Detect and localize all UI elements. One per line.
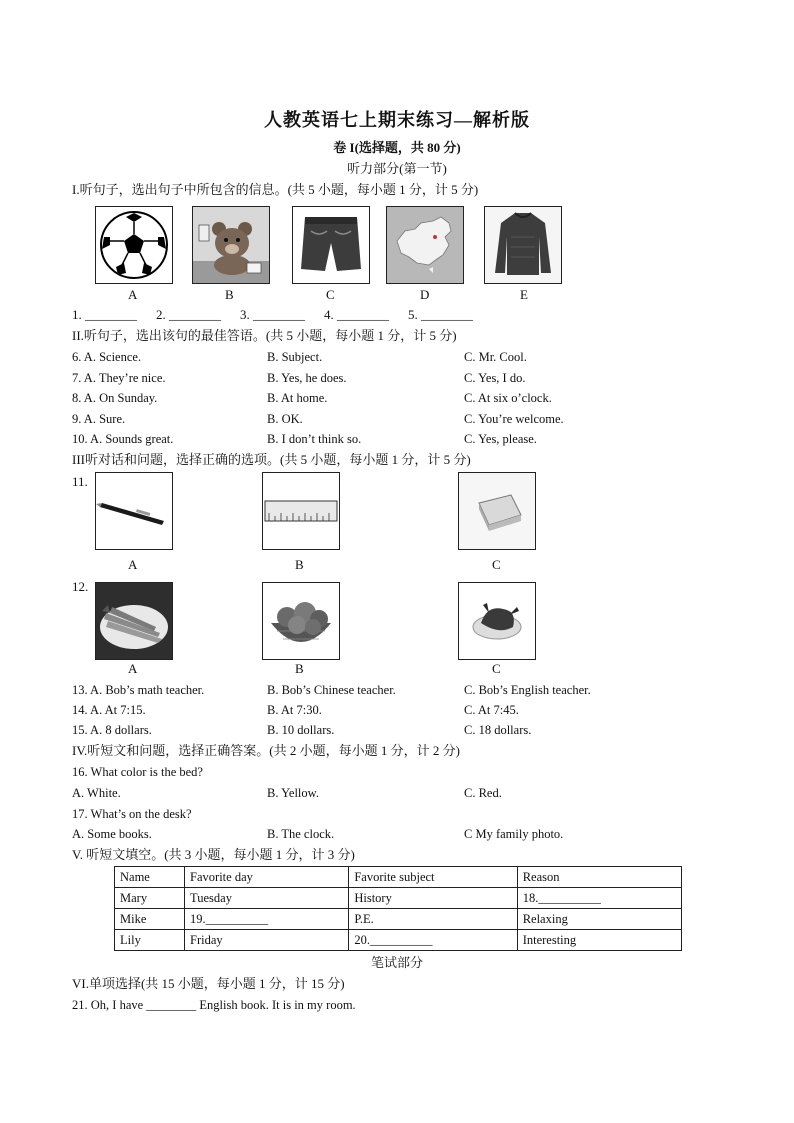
q12-label-a: A: [128, 661, 138, 676]
written-heading: 笔试部分: [370, 955, 423, 970]
q17-option-a: A. Some books.: [72, 827, 152, 841]
q12-number: 12.: [72, 579, 89, 594]
q6-option-b: B. Subject.: [267, 350, 323, 364]
q9-option-a: 9. A. Sure.: [72, 412, 126, 426]
table-cell: Mary: [115, 888, 185, 909]
answer-blank-2[interactable]: 2. ________: [156, 307, 221, 322]
china-map-image: [386, 206, 464, 284]
table-row: [115, 909, 682, 930]
q11-number: 11.: [72, 474, 88, 489]
q8-option-a: 8. A. On Sunday.: [72, 391, 158, 405]
header-favorite-subject: Favorite subject: [349, 867, 517, 888]
q17-option-b: B. The clock.: [267, 827, 335, 841]
q13-option-c: C. Bob’s English teacher.: [464, 683, 591, 697]
section-6-heading: VI.单项选择(共 15 小题，每小题 1 分，计 15 分): [72, 976, 345, 991]
table-row: [115, 888, 682, 909]
q7-option-b: B. Yes, he does.: [267, 371, 347, 385]
favorite-table: [114, 866, 682, 951]
listening-heading: 听力部分(第一节): [347, 161, 447, 176]
header-favorite-day: Favorite day: [185, 867, 349, 888]
q14-option-c: C. At 7:45.: [464, 703, 519, 717]
q14-option-a: 14. A. At 7:15.: [72, 703, 146, 717]
table-row: [115, 930, 682, 951]
q14-option-b: B. At 7:30.: [267, 703, 322, 717]
q16-option-b: B. Yellow.: [267, 786, 319, 800]
q17-question: 17. What’s on the desk?: [72, 807, 192, 821]
teddy-bear-image: [192, 206, 270, 284]
q7-option-c: C. Yes, I do.: [464, 371, 526, 385]
chicken-dish-image: [458, 582, 536, 660]
q21-question: 21. Oh, I have ________ English book. It is in my room.: [72, 998, 356, 1012]
q7-option-a: 7. A. They’re nice.: [72, 371, 166, 385]
ruler-image: [262, 472, 340, 550]
pic-label-b: B: [225, 287, 234, 302]
answer-blank-5[interactable]: 5. ________: [408, 307, 473, 322]
q15-option-b: B. 10 dollars.: [267, 723, 335, 737]
table-header-row: [115, 867, 682, 888]
section-5-heading: V. 听短文填空。(共 3 小题，每小题 1 分，计 3 分): [72, 847, 355, 862]
table-cell: P.E.: [349, 909, 517, 930]
q16-option-c: C. Red.: [464, 786, 502, 800]
q16-option-a: A. White.: [72, 786, 121, 800]
table-cell: Lily: [115, 930, 185, 951]
shorts-image: [292, 206, 370, 284]
carrots-image: [95, 582, 173, 660]
answer-blank-1[interactable]: 1. ________: [72, 307, 137, 322]
section-2-heading: II.听句子，选出该句的最佳答语。(共 5 小题，每小题 1 分，计 5 分): [72, 328, 457, 343]
q16-question: 16. What color is the bed?: [72, 765, 203, 779]
section-1-heading: I.听句子，选出句子中所包含的信息。(共 5 小题，每小题 1 分，计 5 分): [72, 182, 479, 197]
section-3-heading: III听对话和问题，选择正确的选项。(共 5 小题，每小题 1 分，计 5 分): [72, 452, 471, 467]
q12-label-c: C: [492, 661, 501, 676]
q17-option-c: C My family photo.: [464, 827, 564, 841]
q8-option-c: C. At six o’clock.: [464, 391, 552, 405]
blank-19[interactable]: 19.__________: [185, 909, 349, 930]
q6-option-c: C. Mr. Cool.: [464, 350, 527, 364]
pic-label-d: D: [420, 287, 430, 302]
header-reason: Reason: [517, 867, 681, 888]
header-name: Name: [115, 867, 185, 888]
table-cell: Tuesday: [185, 888, 349, 909]
answer-blank-4[interactable]: 4. ________: [324, 307, 389, 322]
q10-option-c: C. Yes, please.: [464, 432, 537, 446]
q11-label-c: C: [492, 557, 501, 572]
blank-20[interactable]: 20.__________: [349, 930, 517, 951]
q10-option-a: 10. A. Sounds great.: [72, 432, 174, 446]
sweater-image: [484, 206, 562, 284]
q11-label-b: B: [295, 557, 304, 572]
eraser-image: [458, 472, 536, 550]
answer-blank-3[interactable]: 3. ________: [240, 307, 305, 322]
q9-option-c: C. You’re welcome.: [464, 412, 564, 426]
q15-option-a: 15. A. 8 dollars.: [72, 723, 152, 737]
page-title: 人教英语七上期末练习—解析版: [264, 110, 530, 130]
blank-18[interactable]: 18.__________: [517, 888, 681, 909]
table-cell: Relaxing: [517, 909, 681, 930]
pic-label-c: C: [326, 287, 335, 302]
table-cell: History: [349, 888, 517, 909]
q8-option-b: B. At home.: [267, 391, 328, 405]
q9-option-b: B. OK.: [267, 412, 303, 426]
volume-heading: 卷 I(选择题，共 80 分): [333, 140, 461, 155]
q11-label-a: A: [128, 557, 138, 572]
q13-option-b: B. Bob’s Chinese teacher.: [267, 683, 396, 697]
table-cell: Friday: [185, 930, 349, 951]
eggs-basket-image: [262, 582, 340, 660]
q15-option-c: C. 18 dollars.: [464, 723, 532, 737]
table-cell: Mike: [115, 909, 185, 930]
pen-image: [95, 472, 173, 550]
section-4-heading: IV.听短文和问题，选择正确答案。(共 2 小题，每小题 1 分，计 2 分): [72, 743, 460, 758]
pic-label-e: E: [520, 287, 528, 302]
table-cell: Interesting: [517, 930, 681, 951]
pic-label-a: A: [128, 287, 138, 302]
soccer-ball-image: [95, 206, 173, 284]
q12-label-b: B: [295, 661, 304, 676]
q13-option-a: 13. A. Bob’s math teacher.: [72, 683, 205, 697]
q10-option-b: B. I don’t think so.: [267, 432, 362, 446]
q6-option-a: 6. A. Science.: [72, 350, 142, 364]
